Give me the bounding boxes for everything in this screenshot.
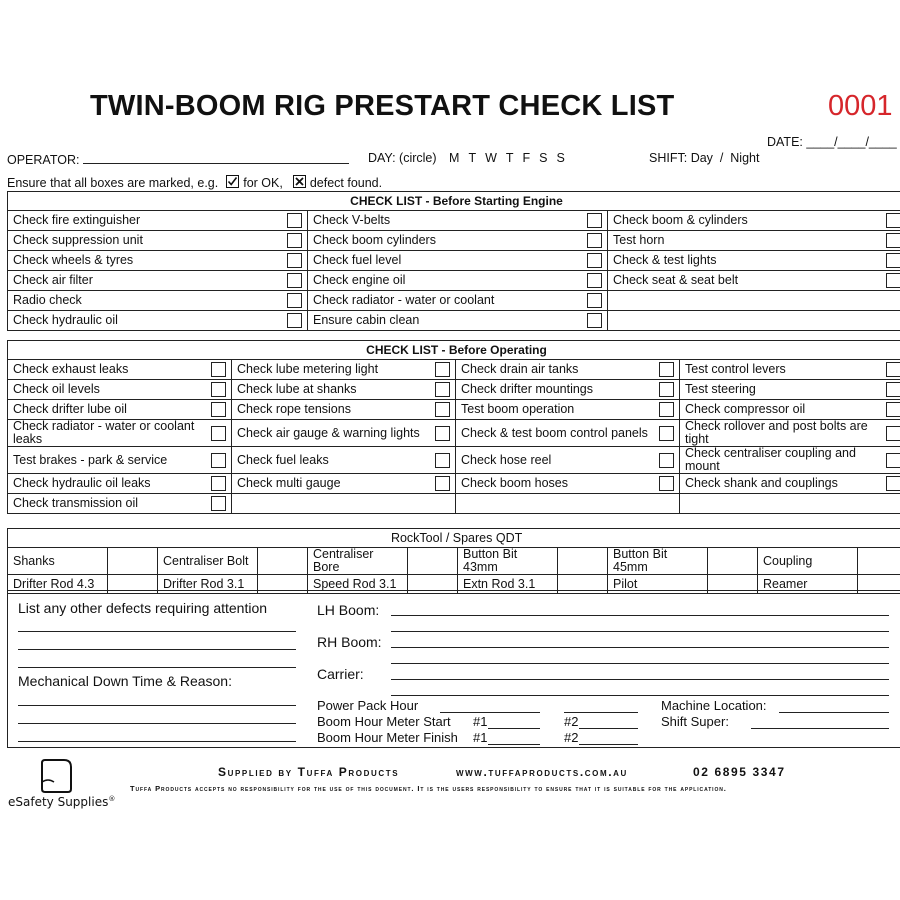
machine-location-label: Machine Location: <box>661 698 767 713</box>
checkbox[interactable] <box>211 426 226 441</box>
checklist-item-label: Test boom operation <box>461 402 575 416</box>
date-blank: ____/____/____ <box>806 135 897 149</box>
checklist-item-label: Test horn <box>613 233 665 247</box>
checkbox[interactable] <box>287 273 302 288</box>
spares-qty-cell[interactable] <box>708 548 758 575</box>
checklist-item <box>8 447 232 474</box>
defects-line-3[interactable] <box>18 667 296 668</box>
checkbox[interactable] <box>211 496 226 511</box>
checklist-item-label: Check radiator - water or coolant <box>313 293 495 307</box>
checklist-item-label: Test brakes - park & service <box>13 452 168 467</box>
checkbox[interactable] <box>587 213 602 228</box>
instruction-line <box>7 175 382 191</box>
checklist-item <box>308 211 608 231</box>
checkbox[interactable] <box>886 273 900 288</box>
spares-item-label: Centraliser Bolt <box>158 548 258 575</box>
checklist-item <box>308 231 608 251</box>
checklist-item <box>680 380 900 400</box>
defects-line-2[interactable] <box>18 649 296 650</box>
spares-heading: RockTool / Spares QDT <box>8 529 900 548</box>
checklist-item-label: Check lube at shanks <box>237 382 357 396</box>
checklist-item <box>680 400 900 420</box>
checklist-item-label: Check lube metering light <box>237 362 379 376</box>
boom-finish-line-1[interactable] <box>488 744 540 745</box>
day-option[interactable]: T <box>505 151 514 165</box>
boom-start-label: Boom Hour Meter Start <box>317 714 451 729</box>
boom-finish-label: Boom Hour Meter Finish <box>317 730 458 745</box>
checkbox[interactable] <box>886 402 900 417</box>
operator-label: OPERATOR: <box>7 153 80 167</box>
checklist-item-label: Check radiator - water or coolant leaks <box>13 419 195 446</box>
date-field <box>767 135 897 149</box>
checklist-item <box>456 360 680 380</box>
checkbox[interactable] <box>435 426 450 441</box>
boom-finish-line-2[interactable] <box>579 744 638 745</box>
checklist-item <box>8 494 232 514</box>
checklist-item-label: Check rope tensions <box>237 402 351 416</box>
checklist-item <box>8 211 308 231</box>
checklist-item-label: Check V-belts <box>313 213 391 227</box>
downtime-label: Mechanical Down Time & Reason: <box>18 673 232 689</box>
day-option[interactable]: S <box>539 151 548 165</box>
checklist-item-label: Check & test lights <box>613 253 717 267</box>
checklist-item <box>308 271 608 291</box>
checklist-item-label: Check drifter mountings <box>461 382 594 396</box>
before-operating-heading: CHECK LIST - Before Operating <box>8 341 900 360</box>
phone-number: 02 6895 3347 <box>693 765 786 779</box>
checklist-item-label: Check suppression unit <box>13 233 143 247</box>
spares-qty-cell[interactable] <box>258 548 308 575</box>
logo-name: eSafety Supplies <box>8 795 109 809</box>
checklist-item <box>8 311 308 331</box>
checkbox[interactable] <box>435 476 450 491</box>
checklist-item <box>608 291 900 311</box>
day-option[interactable]: S <box>556 151 565 165</box>
spares-item-label: Drifter Rod 3.1 <box>158 575 258 594</box>
spares-item-label: Centraliser Bore <box>308 548 408 575</box>
rh-boom-line-2[interactable] <box>391 663 889 664</box>
checkbox[interactable] <box>886 382 900 397</box>
day-options[interactable] <box>440 151 565 165</box>
before-starting-heading: CHECK LIST - Before Starting Engine <box>8 192 900 211</box>
checkbox[interactable] <box>659 476 674 491</box>
boom-start-line-2[interactable] <box>579 728 638 729</box>
spares-qty-cell[interactable] <box>408 548 458 575</box>
instruction-defect: defect found. <box>309 176 383 190</box>
checklist-item-label: Check hydraulic oil leaks <box>13 476 151 490</box>
checklist-item <box>8 231 308 251</box>
shift-options[interactable]: Day / Night <box>690 151 760 165</box>
shift-label: SHIFT: <box>649 151 688 165</box>
checklist-item-label: Check wheels & tyres <box>13 253 134 267</box>
checklist-item <box>680 420 900 447</box>
carrier-line-2[interactable] <box>391 695 889 696</box>
logo-mark: ® <box>108 795 116 803</box>
checkbox[interactable] <box>587 253 602 268</box>
checkbox[interactable] <box>587 293 602 308</box>
rh-boom-label: RH Boom: <box>317 634 382 650</box>
carrier-label: Carrier: <box>317 666 364 682</box>
lh-boom-label: LH Boom: <box>317 602 380 618</box>
checkbox[interactable] <box>659 402 674 417</box>
crossed-box-icon <box>293 175 306 191</box>
checklist-item <box>8 420 232 447</box>
checklist-item-label: Check rollover and post bolts are tight <box>685 419 868 446</box>
checkbox[interactable] <box>287 233 302 248</box>
shift-super-line[interactable] <box>751 728 889 729</box>
checklist-item-label: Check boom cylinders <box>313 233 436 247</box>
checklist-item-label: Check hydraulic oil <box>13 313 118 327</box>
checkbox[interactable] <box>886 453 900 468</box>
power-pack-line-2[interactable] <box>564 712 638 713</box>
checkbox[interactable] <box>886 233 900 248</box>
boom-start-num2: #2 <box>564 714 579 729</box>
operator-line[interactable] <box>83 151 349 164</box>
checklist-item-label: Test control levers <box>685 362 786 376</box>
checklist-item <box>680 447 900 474</box>
checklist-item-label: Ensure cabin clean <box>313 313 420 327</box>
checklist-item <box>608 311 900 331</box>
checklist-item-label: Check engine oil <box>313 273 406 287</box>
checklist-item <box>8 400 232 420</box>
checkbox[interactable] <box>287 313 302 328</box>
boom-start-num1: #1 <box>473 714 488 729</box>
checklist-item-label: Check shank and couplings <box>685 476 838 490</box>
operator-field <box>7 151 349 167</box>
checklist-item <box>8 380 232 400</box>
checklist-item <box>232 420 456 447</box>
checklist-item-label: Radio check <box>13 293 82 307</box>
spares-item-label: Pilot <box>608 575 708 594</box>
checklist-item <box>456 420 680 447</box>
checklist-item-label: Check drifter lube oil <box>13 402 127 416</box>
checklist-item <box>232 360 456 380</box>
day-field <box>368 151 565 165</box>
checkbox[interactable] <box>587 233 602 248</box>
checkbox[interactable] <box>211 362 226 377</box>
defects-section <box>7 590 900 748</box>
checklist-item-label: Check air filter <box>13 273 93 287</box>
serial-number: 0001 <box>828 90 893 122</box>
spares-item-label: Reamer <box>758 575 858 594</box>
checkbox[interactable] <box>886 476 900 491</box>
checkbox[interactable] <box>886 253 900 268</box>
carrier-line-1[interactable] <box>391 679 889 680</box>
checklist-item-label: Check fuel leaks <box>237 452 329 467</box>
spares-item-label: Extn Rod 3.1 <box>458 575 558 594</box>
checkbox[interactable] <box>287 253 302 268</box>
checkbox[interactable] <box>211 476 226 491</box>
shift-super-label: Shift Super: <box>661 714 729 729</box>
checklist-item <box>8 360 232 380</box>
checklist-item-label: Check centraliser coupling and mount <box>685 446 856 473</box>
checklist-item-label: Check air gauge & warning lights <box>237 425 420 440</box>
checklist-item <box>8 474 232 494</box>
checklist-item <box>608 211 900 231</box>
downtime-line-1[interactable] <box>18 705 296 706</box>
date-label: DATE: <box>767 135 803 149</box>
checkbox[interactable] <box>659 426 674 441</box>
checkbox[interactable] <box>659 453 674 468</box>
spares-item-label: Shanks <box>8 548 108 575</box>
checklist-item-label: Check transmission oil <box>13 496 139 510</box>
checkbox[interactable] <box>435 362 450 377</box>
spares-item-label: Button Bit 45mm <box>608 548 708 575</box>
checklist-item-label: Check boom & cylinders <box>613 213 748 227</box>
checklist-item <box>680 360 900 380</box>
checkbox[interactable] <box>287 213 302 228</box>
checklist-item <box>8 271 308 291</box>
power-pack-line[interactable] <box>440 712 540 713</box>
checklist-item <box>8 251 308 271</box>
day-option[interactable]: F <box>522 151 531 165</box>
checklist-item <box>608 271 900 291</box>
shift-field <box>649 151 759 165</box>
lh-boom-line-2[interactable] <box>391 631 889 632</box>
checkbox[interactable] <box>211 453 226 468</box>
checklist-item-label: Check drain air tanks <box>461 362 579 376</box>
checkbox[interactable] <box>211 402 226 417</box>
boom-start-line-1[interactable] <box>488 728 540 729</box>
checklist-item <box>456 474 680 494</box>
checklist-item-label: Check boom hoses <box>461 476 569 490</box>
checkbox[interactable] <box>211 382 226 397</box>
checklist-item <box>308 311 608 331</box>
checklist-item <box>232 447 456 474</box>
day-option[interactable]: W <box>485 151 497 165</box>
checkbox[interactable] <box>659 362 674 377</box>
checklist-item <box>232 380 456 400</box>
disclaimer-text: Tuffa Products accepts no responsibility for the use of this document. It is the users responsibility to ensure that it is suitable for the application. <box>130 784 727 793</box>
downtime-line-3[interactable] <box>18 741 296 742</box>
checkbox[interactable] <box>435 402 450 417</box>
downtime-line-2[interactable] <box>18 723 296 724</box>
checklist-item-label: Check compressor oil <box>685 402 806 416</box>
checklist-item-label: Check hose reel <box>461 452 552 467</box>
boom-finish-num1: #1 <box>473 730 488 745</box>
checklist-item-label: Check oil levels <box>13 382 100 396</box>
machine-location-line[interactable] <box>779 712 889 713</box>
checkbox[interactable] <box>435 382 450 397</box>
form-title: TWIN-BOOM RIG PRESTART CHECK LIST <box>90 90 675 122</box>
defects-list-label: List any other defects requiring attention <box>18 600 268 616</box>
before-operating-table <box>7 340 900 514</box>
checked-box-icon <box>226 175 239 191</box>
checklist-item-label: Check exhaust leaks <box>13 362 129 376</box>
checklist-item <box>8 291 308 311</box>
checkbox[interactable] <box>587 273 602 288</box>
checklist-item-label: Check fuel level <box>313 253 402 267</box>
checklist-item <box>456 447 680 474</box>
checklist-item <box>232 474 456 494</box>
instruction-ok: for OK, <box>243 176 283 190</box>
checklist-item <box>680 494 900 514</box>
checklist-item-label: Check & test boom control panels <box>461 425 648 440</box>
checkbox[interactable] <box>435 453 450 468</box>
spares-item-label: Speed Rod 3.1 <box>308 575 408 594</box>
checkbox[interactable] <box>886 362 900 377</box>
checkbox[interactable] <box>886 426 900 441</box>
power-pack-label: Power Pack Hour <box>317 698 419 713</box>
boom-finish-num2: #2 <box>564 730 579 745</box>
spares-item-label: Coupling <box>758 548 858 575</box>
checklist-item <box>680 474 900 494</box>
spares-item-label: Drifter Rod 4.3 <box>8 575 108 594</box>
day-option[interactable]: M <box>449 151 460 165</box>
checklist-item <box>608 251 900 271</box>
checklist-item <box>308 291 608 311</box>
checkbox[interactable] <box>287 293 302 308</box>
rh-boom-line-1[interactable] <box>391 647 889 648</box>
checklist-item <box>456 400 680 420</box>
esafety-logo-text <box>8 795 115 809</box>
instruction-text: Ensure that all boxes are marked, e.g. <box>7 176 219 190</box>
checkbox[interactable] <box>587 313 602 328</box>
supplied-by: Supplied by Tuffa Products <box>218 765 400 779</box>
checklist-item <box>608 231 900 251</box>
spares-qty-cell[interactable] <box>108 548 158 575</box>
checkbox[interactable] <box>886 213 900 228</box>
day-option[interactable]: T <box>468 151 477 165</box>
day-label: DAY: (circle) <box>368 151 437 165</box>
spares-table <box>7 528 900 594</box>
checklist-item <box>232 494 456 514</box>
checklist-item-label: Test steering <box>685 382 756 396</box>
checklist-item <box>456 380 680 400</box>
checklist-item-label: Check seat & seat belt <box>613 273 739 287</box>
defects-line-1[interactable] <box>18 631 296 632</box>
before-starting-table <box>7 191 900 331</box>
checklist-item <box>308 251 608 271</box>
checklist-item-label: Check multi gauge <box>237 476 341 490</box>
checklist-item-label: Check fire extinguisher <box>13 213 141 227</box>
checkbox[interactable] <box>659 382 674 397</box>
checklist-item <box>232 400 456 420</box>
lh-boom-line-1[interactable] <box>391 615 889 616</box>
spares-qty-cell[interactable] <box>858 548 900 575</box>
checklist-item <box>456 494 680 514</box>
spares-item-label: Button Bit 43mm <box>458 548 558 575</box>
website-link[interactable]: www.tuffaproducts.com.au <box>456 765 628 779</box>
spares-qty-cell[interactable] <box>558 548 608 575</box>
